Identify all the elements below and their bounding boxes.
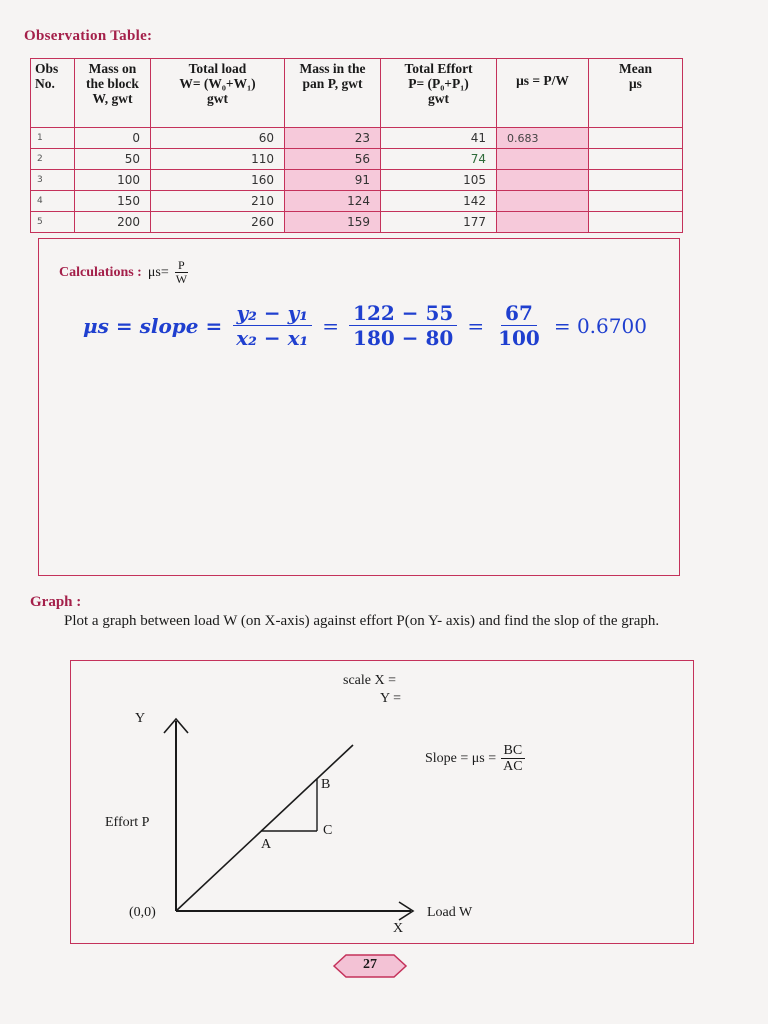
point-a-label: A	[261, 837, 272, 852]
header-total-load: Total load W= (W₀+W₁) gwt	[151, 59, 285, 128]
formula-lhs: μs = slope =	[83, 314, 223, 338]
cell-mass: 50	[75, 149, 151, 170]
calculations-title: Calculations :	[59, 264, 142, 280]
graph-box	[70, 660, 694, 944]
cell-no: 3	[31, 170, 75, 191]
cell-mu	[497, 191, 589, 212]
cell-no: 4	[31, 191, 75, 212]
cell-effort: 105	[381, 170, 497, 191]
slope-label: Slope = μs = $\frac{BC}{AC}$	[425, 743, 530, 775]
calculations-equation: μs = $\frac{P}{W}$	[148, 259, 194, 287]
cell-mean	[589, 149, 683, 170]
cell-mu: 0.683	[497, 128, 589, 149]
cell-mass: 0	[75, 128, 151, 149]
cell-mass: 100	[75, 170, 151, 191]
cell-load: 110	[151, 149, 285, 170]
point-c-label: C	[323, 823, 333, 838]
observation-table-title: Observation Table:	[24, 28, 153, 44]
cell-load: 160	[151, 170, 285, 191]
calculations-box	[38, 238, 680, 576]
cell-effort: 142	[381, 191, 497, 212]
header-mu: μs = P/W	[497, 59, 589, 128]
calculations-label	[59, 259, 194, 287]
p-over-w-fraction: $\frac{P}{W}$	[175, 258, 188, 287]
header-mass-block: Mass on the block W, gwt	[75, 59, 151, 128]
graph-instruction: Plot a graph between load W (on X-axis) against effort P(on Y- axis) and find the slop of the graph.	[64, 613, 660, 629]
table-row	[31, 128, 683, 149]
page-number: 27	[363, 957, 377, 972]
x-axis-label: X	[393, 921, 404, 936]
scale-y-label: Y =	[380, 691, 401, 706]
cell-load: 60	[151, 128, 285, 149]
table-row	[31, 191, 683, 212]
table-header-row	[31, 59, 683, 128]
load-label: Load W	[427, 905, 473, 920]
cell-load: 260	[151, 212, 285, 233]
cell-pan: 124	[285, 191, 381, 212]
formula-result: = 0.6700	[553, 314, 647, 338]
header-mass-pan: Mass in the pan P, gwt	[285, 59, 381, 128]
y-axis-label: Y	[135, 711, 146, 726]
cell-mean	[589, 128, 683, 149]
cell-pan: 56	[285, 149, 381, 170]
cell-no: 2	[31, 149, 75, 170]
cell-mean	[589, 191, 683, 212]
cell-mu	[497, 212, 589, 233]
table-row	[31, 170, 683, 191]
header-obs-no: Obs No.	[31, 59, 75, 128]
mu-symbol: μs	[147, 264, 161, 280]
cell-pan: 23	[285, 128, 381, 149]
cell-pan: 91	[285, 170, 381, 191]
cell-mu	[497, 170, 589, 191]
cell-mu	[497, 149, 589, 170]
scale-x-label: scale X =	[343, 673, 396, 688]
origin-label: (0,0)	[129, 905, 156, 920]
cell-effort: 177	[381, 212, 497, 233]
slope-formula: μs = slope = $\frac{\text{y₂ − y₁}}{\text{x₂ − x₁}}$ = $\frac{122 - 55}{180 - 80}$ = $\frac{67}{100}$ = 0.6700	[83, 301, 647, 350]
cell-no: 1	[31, 128, 75, 149]
cell-load: 210	[151, 191, 285, 212]
cell-pan: 159	[285, 212, 381, 233]
effort-label: Effort P	[105, 815, 150, 830]
observation-table	[30, 58, 683, 233]
cell-mean	[589, 170, 683, 191]
cell-mass: 200	[75, 212, 151, 233]
cell-effort: 74	[381, 149, 497, 170]
point-b-label: B	[321, 777, 331, 792]
cell-mass: 150	[75, 191, 151, 212]
header-total-effort: Total Effort P= (P₀+P₁) gwt	[381, 59, 497, 128]
header-mean: Mean μs	[589, 59, 683, 128]
formula-fraction-values: $\frac{122 - 55}{180 - 80}$	[349, 301, 457, 351]
graph-heading: Graph :	[30, 594, 82, 610]
cell-no: 5	[31, 212, 75, 233]
table-row	[31, 212, 683, 233]
formula-fraction-symbolic: $\frac{\text{y₂ − y₁}}{\text{x₂ − x₁}}$	[232, 301, 312, 351]
bc-over-ac-fraction: $\frac{BC}{AC}$	[500, 743, 525, 775]
page-number-badge	[332, 954, 408, 978]
cell-effort: 41	[381, 128, 497, 149]
table-row	[31, 149, 683, 170]
formula-fraction-simplified: $\frac{67}{100}$	[498, 301, 540, 350]
cell-mean	[589, 212, 683, 233]
